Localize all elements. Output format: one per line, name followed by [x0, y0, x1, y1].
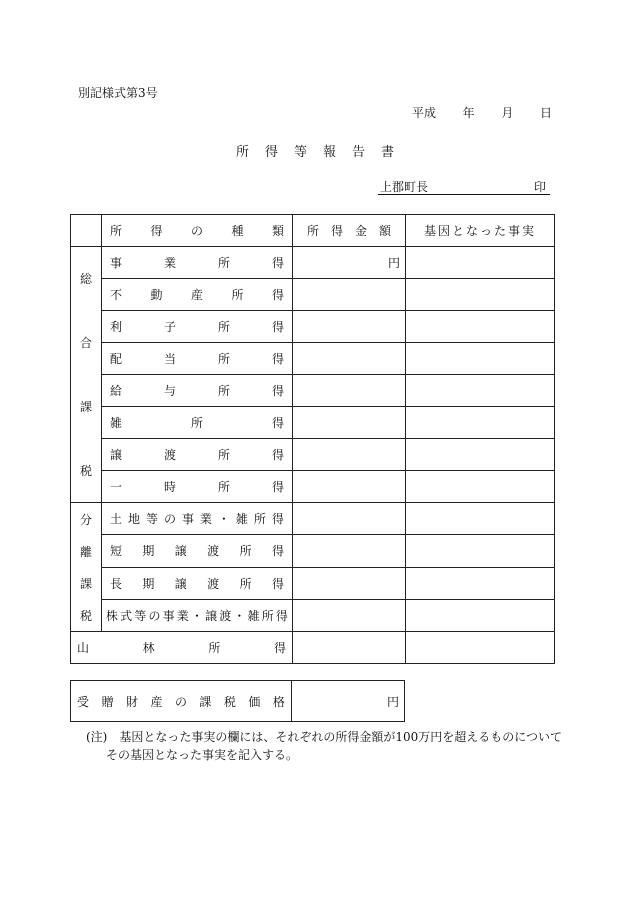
amount-cell[interactable]: [293, 535, 406, 567]
group-char: 課: [79, 576, 92, 591]
header-amount: [293, 215, 406, 247]
group-char: 課: [79, 399, 92, 414]
income-kind: 給 与 所 得: [110, 384, 284, 398]
income-kind-cell: [102, 599, 293, 631]
income-kind-cell: [102, 567, 293, 599]
sanrin-cell: [71, 632, 293, 664]
gift-amount-unit: 円: [386, 694, 399, 709]
gift-amount-cell[interactable]: [292, 681, 405, 722]
header-kind-text: 所 得 の 種 類: [110, 224, 284, 238]
income-kind: 事 業 所 得: [110, 256, 284, 270]
addressee-line: [378, 178, 550, 195]
table-row: [71, 311, 555, 343]
amount-cell[interactable]: [293, 471, 406, 503]
amount-cell[interactable]: [293, 279, 406, 311]
income-kind: 短 期 譲 渡 所 得: [110, 544, 284, 559]
amount-cell[interactable]: [293, 599, 406, 631]
fact-cell[interactable]: [406, 407, 555, 439]
table-row: [71, 343, 555, 375]
amount-cell[interactable]: [293, 343, 406, 375]
group-char: 分: [79, 512, 92, 527]
income-kind-cell: [102, 535, 293, 567]
date-day: 日: [539, 106, 552, 120]
amount-cell[interactable]: [293, 311, 406, 343]
fact-cell[interactable]: [406, 567, 555, 599]
amount-unit: 円: [387, 256, 400, 270]
income-kind: 譲 渡 所 得: [110, 448, 284, 462]
table-header-row: [71, 215, 555, 247]
table-row: [71, 567, 555, 599]
header-kind: [102, 215, 293, 247]
amount-cell[interactable]: [293, 567, 406, 599]
income-kind-cell: [102, 439, 293, 471]
group-label-sogo: [71, 247, 102, 503]
income-kind-cell: [102, 407, 293, 439]
gift-label-cell: [71, 681, 292, 722]
gift-label: 受 贈 財 産 の 課 税 価 格: [77, 694, 285, 709]
amount-cell[interactable]: [293, 632, 406, 664]
seal-mark: 印: [533, 180, 546, 194]
table-row: [71, 279, 555, 311]
date-month: 月: [501, 106, 514, 120]
group-label-bunri: [71, 503, 102, 632]
amount-cell[interactable]: [293, 407, 406, 439]
table-row: [71, 471, 555, 503]
income-kind: 長 期 譲 渡 所 得: [110, 576, 284, 591]
table-row: [71, 632, 555, 664]
date-line: [412, 104, 552, 121]
income-kind: 株 式 等 の 事 業 ・ 譲 渡 ・ 雑 所 得: [106, 608, 288, 623]
income-table: [70, 214, 555, 664]
group-char: 税: [79, 608, 92, 623]
table-row: [71, 535, 555, 567]
table-row: [71, 247, 555, 279]
fact-cell[interactable]: [406, 503, 555, 535]
fact-cell[interactable]: [406, 439, 555, 471]
date-year: 年: [462, 106, 475, 120]
income-kind-cell: [102, 247, 293, 279]
income-kind-cell: [102, 311, 293, 343]
form-number: 別記様式第3号: [78, 86, 158, 100]
income-kind: 一 時 所 得: [110, 480, 284, 494]
header-corner: [71, 215, 102, 247]
income-kind: 不 動 産 所 得: [110, 288, 284, 302]
gift-row: [71, 681, 405, 722]
document-title: [0, 141, 630, 160]
table-row: [71, 439, 555, 471]
income-kind: 利 子 所 得: [110, 320, 284, 334]
table-row: [71, 599, 555, 631]
amount-cell[interactable]: [293, 375, 406, 407]
fact-cell[interactable]: [406, 279, 555, 311]
group-char: 総: [79, 272, 92, 287]
addressee-name: 上郡町長: [380, 180, 429, 194]
fact-cell[interactable]: [406, 535, 555, 567]
fact-cell[interactable]: [406, 375, 555, 407]
table-row: [71, 375, 555, 407]
group-char: 離: [79, 544, 92, 559]
amount-cell[interactable]: [293, 503, 406, 535]
fact-cell[interactable]: [406, 311, 555, 343]
table-row: [71, 407, 555, 439]
fact-cell[interactable]: [406, 632, 555, 664]
gift-table: [70, 680, 405, 722]
note-line-1: (注) 基因となった事実の欄には、それぞれの所得金額が100万円を超えるものについて: [86, 730, 563, 744]
amount-cell[interactable]: [293, 439, 406, 471]
group-char: 合: [79, 336, 92, 351]
group-char: 税: [79, 463, 92, 478]
income-kind-cell: [102, 503, 293, 535]
income-kind: 土 地 等 の 事 業 ・ 雑 所 得: [110, 512, 284, 527]
document-title-text: 所得等報告書: [235, 145, 410, 160]
income-kind-cell: [102, 343, 293, 375]
income-kind-cell: [102, 471, 293, 503]
sanrin-label: 山 林 所 得: [77, 641, 286, 655]
fact-cell[interactable]: [406, 247, 555, 279]
fact-cell[interactable]: [406, 599, 555, 631]
fact-cell[interactable]: [406, 343, 555, 375]
note-line-2: その基因となった事実を記入する。: [106, 748, 299, 762]
income-kind-cell: [102, 279, 293, 311]
date-era: 平成: [412, 106, 437, 120]
header-amount-text: 所 得 金 額: [307, 224, 391, 238]
income-kind: 配 当 所 得: [110, 352, 284, 366]
income-kind: 雑 所 得: [110, 416, 284, 430]
table-row: [71, 503, 555, 535]
income-kind-cell: [102, 375, 293, 407]
amount-cell[interactable]: [293, 247, 406, 279]
fact-cell[interactable]: [406, 471, 555, 503]
header-fact: 基因となった事実: [406, 215, 555, 247]
